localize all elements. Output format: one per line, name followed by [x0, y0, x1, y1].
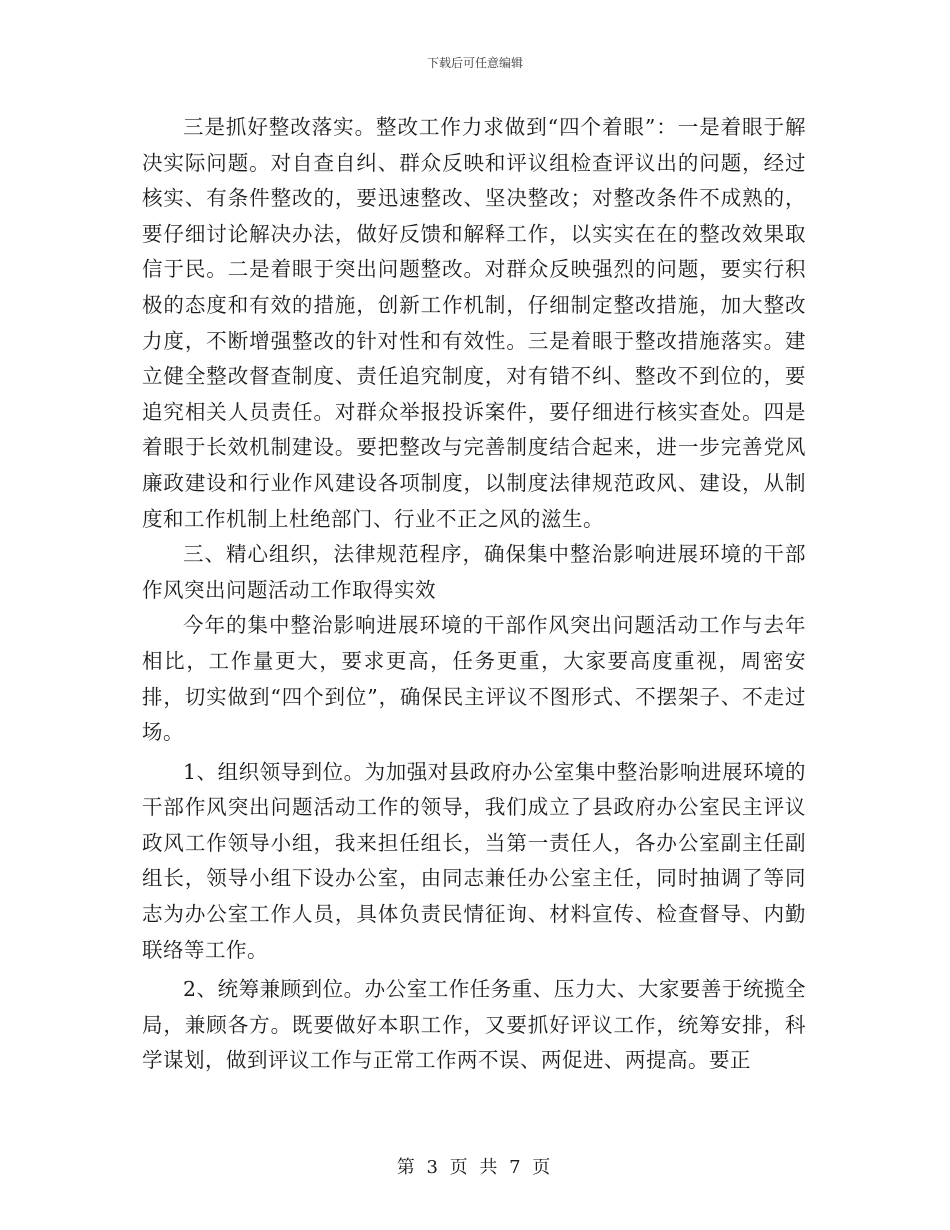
- page-number: 第 3 页 共 7 页: [396, 1157, 554, 1178]
- paragraph-coordination: 2、统筹兼顾到位。办公室工作任务重、压力大、大家要善于统揽全局，兼顾各方。既要做好本职工作，又要抓好评议工作，统筹安排，科学谋划，做到评议工作与正常工作两不误、两促进、两提高。要正: [142, 977, 806, 1073]
- document-body: [142, 110, 806, 1079]
- paragraph-organization: 1、组织领导到位。为加强对县政府办公室集中整治影响进展环境的干部作风突出问题活动工作的领导，我们成立了县政府办公室民主评议政风工作领导小组，我来担任组长，当第一责任人，各办公室副主任副组长，领导小组下设办公室，由同志兼任办公室主任，同时抽调了等同志为办公室工作人员，具体负责民情征询、材料宣传、检查督导、内勤联络等工作。: [142, 759, 806, 962]
- header-note: 下载后可任意编辑: [426, 56, 523, 70]
- paragraph-rectification: 三是抓好整改落实。整改工作力求做到“四个着眼”：一是着眼于解决实际问题。对自查自纠、群众反映和评议组检查评议出的问题，经过核实、有条件整改的，要迅速整改、坚决整改；对整改条件不成熟的，要仔细讨论解决办法，做好反馈和解释工作，以实实在在的整改效果取信于民。二是着眼于突出问题整改。对群众反映强烈的问题，要实行积极的态度和有效的措施，创新工作机制，仔细制定整改措施，加大整改力度，不断增强整改的针对性和有效性。三是着眼于整改措施落实。建立健全整改督查制度、责任追究制度，对有错不纠、整改不到位的，要追究相关人员责任。对群众举报投诉案件，要仔细进行核实查处。四是着眼于长效机制建设。要把整改与完善制度结合起来，进一步完善党风廉政建设和行业作风建设各项制度，以制度法律规范政风、建设，从制度和工作机制上杜绝部门、行业不正之风的滋生。: [142, 115, 806, 531]
- paragraph-intro: 今年的集中整治影响进展环境的干部作风突出问题活动工作与去年相比，工作量更大，要求更高，任务更重，大家要高度重视，周密安排，切实做到“四个到位”，确保民主评议不图形式、不摆架子、不走过场。: [142, 613, 806, 745]
- section-heading-three: 三、精心组织，法律规范程序，确保集中整治影响进展环境的干部作风突出问题活动工作取得实效: [142, 542, 806, 602]
